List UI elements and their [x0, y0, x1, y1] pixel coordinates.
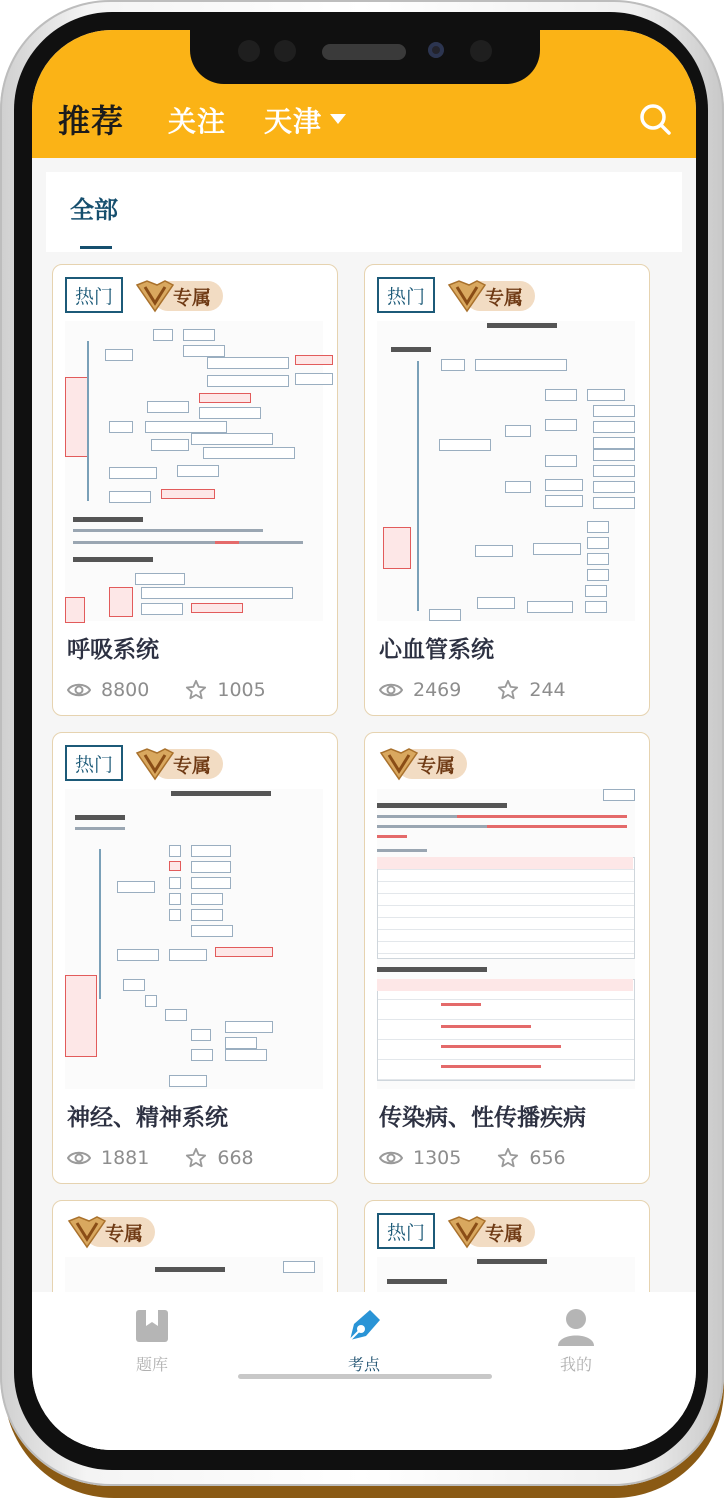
vip-label: 专属: [485, 287, 524, 309]
sensor-dot: [470, 40, 492, 62]
mindmap-node: [215, 947, 273, 957]
card-stats: [67, 679, 302, 701]
mindmap-node: [295, 355, 333, 365]
hot-badge: 热门: [377, 1213, 435, 1249]
card-stats: [67, 1147, 290, 1169]
mindmap-thumbnail: [65, 321, 323, 621]
mindmap-node: [593, 437, 635, 449]
star-count: [185, 679, 265, 701]
user-icon: [556, 1306, 596, 1346]
card-neuro-psych[interactable]: [52, 732, 338, 1184]
mindmap-node: [439, 439, 491, 451]
text-line: [441, 1045, 561, 1048]
text-line: [73, 541, 303, 544]
mindmap-node: [191, 861, 231, 873]
text-line: [487, 323, 557, 328]
eye-icon: [379, 681, 403, 699]
mindmap-node: [177, 465, 219, 477]
phone-screen: [32, 30, 696, 1450]
vip-label: 专属: [105, 1223, 144, 1245]
mindmap-node: [505, 425, 531, 437]
mindmap-node: [191, 893, 223, 905]
mindmap-node: [593, 421, 635, 433]
view-count: [379, 1147, 461, 1169]
text-line: [391, 347, 431, 352]
mindmap-node: [135, 573, 185, 585]
star-icon: [497, 1147, 519, 1169]
star-count-value: 244: [529, 679, 566, 701]
vip-label: 专属: [417, 755, 456, 777]
tab-recommend[interactable]: 推荐: [58, 102, 125, 140]
text-line: [487, 825, 627, 828]
card-cardiovascular[interactable]: [364, 264, 650, 716]
mindmap-node: [169, 1075, 207, 1087]
mindmap-node: [533, 543, 581, 555]
pen-icon: [344, 1306, 384, 1346]
star-count: [185, 1147, 253, 1169]
vip-label: 专属: [485, 1223, 524, 1245]
mindmap-thumbnail: [65, 789, 323, 1089]
document-thumbnail: [377, 789, 635, 1089]
mindmap-node: [475, 359, 567, 371]
mindmap-node: [191, 909, 223, 921]
mindmap-node: [587, 389, 625, 401]
mindmap-node: [593, 497, 635, 509]
tab-all[interactable]: 全部: [70, 196, 118, 224]
mindmap-node: [199, 393, 251, 403]
mindmap-node: [585, 585, 607, 597]
card-title: 心血管系统: [379, 637, 494, 663]
mindmap-node: [169, 845, 181, 857]
view-count-value: 2469: [413, 679, 462, 701]
mindmap-node: [587, 537, 609, 549]
mindmap-node: [475, 545, 513, 557]
mindmap-node: [527, 601, 573, 613]
vip-badge: [377, 745, 469, 783]
home-indicator: [238, 1374, 492, 1379]
hot-badge: 热门: [377, 277, 435, 313]
eye-icon: [379, 1149, 403, 1167]
mindmap-node: [117, 881, 155, 893]
mindmap-node: [169, 877, 181, 889]
mindmap-thumbnail: [377, 321, 635, 621]
text-line: [457, 815, 627, 818]
card-infectious[interactable]: [364, 732, 650, 1184]
vip-badge: [133, 745, 225, 783]
star-icon: [185, 679, 207, 701]
nav-question-bank[interactable]: [92, 1306, 212, 1375]
sensor-dot: [238, 40, 260, 62]
sensor-dot: [274, 40, 296, 62]
vip-badge: [445, 277, 537, 315]
mindmap-node: [545, 389, 577, 401]
star-count-value: 668: [217, 1147, 254, 1169]
text-line: [73, 517, 143, 522]
data-table: [377, 857, 635, 959]
chevron-down-icon: [330, 114, 346, 124]
star-icon: [185, 1147, 207, 1169]
mindmap-node: [593, 449, 635, 461]
mindmap-node: [593, 481, 635, 493]
text-line: [171, 791, 271, 796]
mindmap-node: [191, 433, 273, 445]
city-selector[interactable]: [264, 100, 346, 140]
mindmap-node: [153, 329, 173, 341]
view-count: [379, 679, 461, 701]
mindmap-node: [117, 949, 159, 961]
table-header: [377, 857, 633, 869]
mindmap-node: [109, 421, 133, 433]
text-line: [441, 1025, 531, 1028]
view-count-value: 8800: [101, 679, 150, 701]
nav-key-points[interactable]: [304, 1306, 424, 1375]
mindmap-node: [283, 1261, 315, 1273]
star-icon: [497, 679, 519, 701]
book-icon: [132, 1306, 172, 1346]
mindmap-node: [225, 1021, 273, 1033]
text-line: [441, 1065, 541, 1068]
text-line: [477, 1259, 547, 1264]
search-icon[interactable]: [638, 102, 672, 136]
eye-icon: [67, 1149, 91, 1167]
card-title: 呼吸系统: [67, 637, 159, 663]
mindmap-node: [383, 527, 411, 569]
mindmap-node: [199, 407, 261, 419]
hot-badge: 热门: [65, 277, 123, 313]
text-line: [377, 835, 407, 838]
city-label: 天津: [264, 105, 323, 138]
mindmap-node: [141, 587, 293, 599]
mindmap-node: [295, 373, 333, 385]
vip-badge: [133, 277, 225, 315]
mindmap-node: [203, 447, 295, 459]
nav-label: 题库: [135, 1355, 168, 1374]
mindmap-node: [65, 975, 97, 1057]
eye-icon: [67, 681, 91, 699]
mindmap-node: [225, 1049, 267, 1061]
card-stats: [379, 679, 602, 701]
mindmap-node: [109, 467, 157, 479]
mindmap-node: [169, 893, 181, 905]
speaker: [322, 44, 406, 60]
mindmap-node: [585, 601, 607, 613]
mindmap-node: [207, 357, 289, 369]
nav-profile[interactable]: [516, 1306, 636, 1375]
mindmap-node: [165, 1009, 187, 1021]
nav-label: 考点: [347, 1355, 380, 1374]
tab-follow[interactable]: 关注: [168, 105, 227, 138]
text-line: [377, 825, 487, 828]
vip-label: 专属: [173, 755, 212, 777]
mindmap-node: [593, 465, 635, 477]
star-count-value: 1005: [217, 679, 266, 701]
card-title: 神经、精神系统: [67, 1105, 228, 1131]
mindmap-node: [65, 597, 85, 623]
mindmap-node: [151, 439, 189, 451]
mindmap-node: [505, 481, 531, 493]
front-camera: [428, 42, 444, 58]
text-line: [73, 557, 153, 562]
mindmap-node: [545, 455, 577, 467]
view-count: [67, 1147, 149, 1169]
mindmap-node: [141, 603, 183, 615]
text-line: [75, 827, 125, 830]
mindmap-node: [545, 495, 583, 507]
vip-badge: [445, 1213, 537, 1251]
mindmap-node: [191, 1029, 211, 1041]
text-line: [377, 967, 487, 972]
mindmap-node: [191, 877, 231, 889]
vip-badge: [65, 1213, 157, 1251]
mindmap-node: [593, 405, 635, 417]
mindmap-node: [183, 329, 215, 341]
mindmap-node: [105, 349, 133, 361]
mindmap-node: [191, 845, 231, 857]
notch: [190, 30, 540, 84]
mindmap-node: [587, 569, 609, 581]
mindmap-node: [65, 377, 89, 457]
hot-badge: 热门: [65, 745, 123, 781]
mindmap-node: [161, 489, 215, 499]
mindmap-node: [191, 1049, 213, 1061]
mindmap-branch: [417, 361, 419, 611]
text-line: [387, 1279, 447, 1284]
mindmap-node: [169, 861, 181, 871]
text-line: [377, 815, 457, 818]
category-tabs: [46, 172, 682, 252]
mindmap-branch: [99, 849, 101, 999]
bottom-nav: [32, 1292, 696, 1450]
mindmap-node: [169, 949, 207, 961]
mindmap-node: [545, 419, 577, 431]
mindmap-node: [441, 359, 465, 371]
text-line: [215, 541, 239, 544]
text-line: [155, 1267, 225, 1272]
text-line: [377, 803, 507, 808]
mindmap-node: [587, 521, 609, 533]
text-line: [441, 1003, 481, 1006]
mindmap-node: [123, 979, 145, 991]
mindmap-node: [545, 479, 583, 491]
star-count: [497, 1147, 565, 1169]
mindmap-node: [207, 375, 289, 387]
mindmap-node: [145, 995, 157, 1007]
text-line: [75, 815, 125, 820]
mindmap-node: [183, 345, 225, 357]
mindmap-node: [429, 609, 461, 621]
table-header: [377, 979, 633, 991]
text-line: [377, 849, 427, 852]
mindmap-node: [109, 587, 133, 617]
mindmap-node: [147, 401, 189, 413]
mindmap-node: [587, 553, 609, 565]
mindmap-node: [603, 789, 635, 801]
view-count-value: 1305: [413, 1147, 462, 1169]
mindmap-node: [191, 603, 243, 613]
text-line: [73, 529, 263, 532]
vip-label: 专属: [173, 287, 212, 309]
main-content: [46, 172, 682, 1292]
mindmap-node: [109, 491, 151, 503]
star-count: [497, 679, 565, 701]
mindmap-node: [477, 597, 515, 609]
card-respiratory[interactable]: [52, 264, 338, 716]
star-count-value: 656: [529, 1147, 566, 1169]
mindmap-branch: [87, 341, 89, 501]
card-title: 传染病、性传播疾病: [379, 1105, 586, 1131]
mindmap-node: [169, 909, 181, 921]
view-count-value: 1881: [101, 1147, 150, 1169]
mindmap-node: [191, 925, 233, 937]
view-count: [67, 679, 149, 701]
nav-label: 我的: [559, 1355, 592, 1374]
active-tab-indicator: [80, 246, 112, 249]
mindmap-node: [225, 1037, 257, 1049]
card-stats: [379, 1147, 602, 1169]
mindmap-node: [145, 421, 227, 433]
